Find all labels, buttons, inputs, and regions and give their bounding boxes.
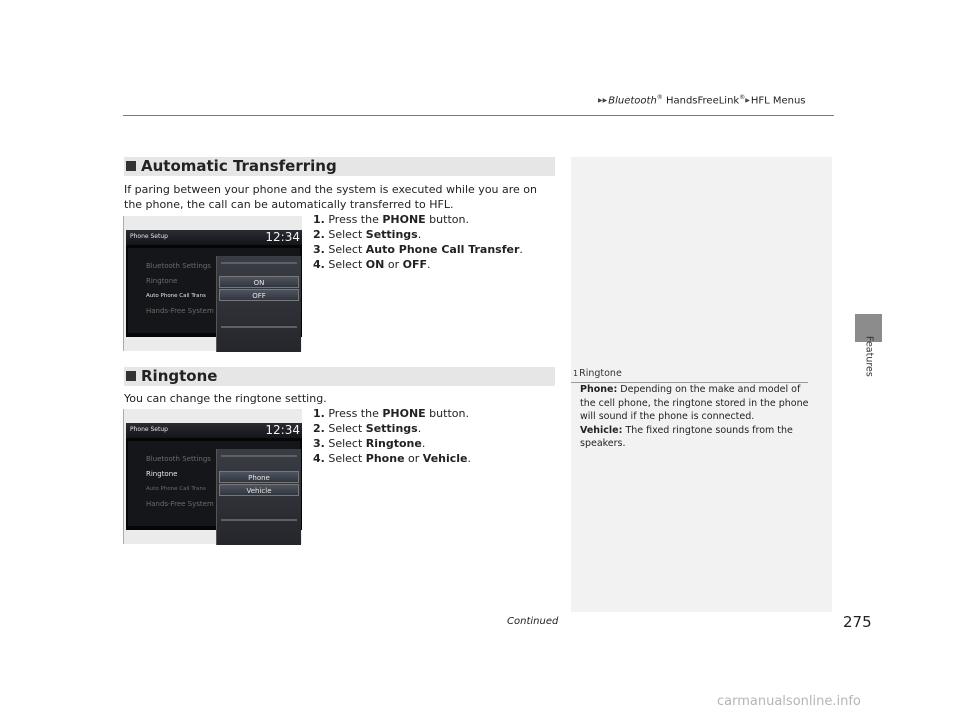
step-num: 4. xyxy=(313,452,325,465)
intro-text: If paring between your phone and the system is executed while you are on the phone, the call can be automatically transferred to HFL. xyxy=(124,183,537,211)
menu-item-bluetooth[interactable]: Bluetooth Settings xyxy=(146,455,211,463)
note-phone xyxy=(580,383,815,424)
option-panel xyxy=(216,256,301,352)
step-post: button. xyxy=(425,407,469,420)
square-bullet-icon xyxy=(126,161,136,171)
header-rule xyxy=(123,115,834,116)
intro-auto-transfer xyxy=(124,182,554,212)
step-num: 2. xyxy=(313,422,325,435)
watermark: carmanualsonline.info xyxy=(717,694,861,709)
panel-bar xyxy=(221,455,297,457)
step-pre: Select xyxy=(328,452,366,465)
step-bold: Ringtone xyxy=(365,437,422,450)
step-post: . xyxy=(467,452,472,465)
screen-menu-list xyxy=(128,248,300,333)
intro-text: You can change the ringtone setting. xyxy=(124,392,327,405)
step-post: . xyxy=(421,437,426,450)
step-num: 3. xyxy=(313,437,325,450)
step-num: 2. xyxy=(313,228,325,241)
note-vehicle xyxy=(580,424,815,451)
step-2 xyxy=(313,227,563,242)
step-post: button. xyxy=(425,213,469,226)
breadcrumb xyxy=(598,94,834,106)
screenshot-ringtone xyxy=(123,409,302,544)
breadcrumb-bluetooth: Bluetooth xyxy=(608,95,657,107)
option-off[interactable]: OFF xyxy=(219,289,299,301)
registered-mark: ® xyxy=(656,94,663,101)
intro-ringtone xyxy=(124,391,554,406)
step-post: . xyxy=(426,258,431,271)
option-on[interactable]: ON xyxy=(219,276,299,288)
step-num: 1. xyxy=(313,407,325,420)
step-4 xyxy=(313,257,563,272)
menu-item-hands-free[interactable]: Hands-Free System xyxy=(146,500,214,508)
note-body xyxy=(580,383,815,451)
step-post: . xyxy=(417,228,422,241)
section-header-ringtone xyxy=(124,367,555,386)
note-phone-label: Phone: xyxy=(580,384,618,395)
note-phone-text: Depending on the make and model of the cell phone, the ringtone stored in the phone will sound if the phone is connected. xyxy=(580,384,809,422)
step-mid: or xyxy=(404,452,423,465)
step-pre: Select xyxy=(328,243,366,256)
screen-clock: 12:34 xyxy=(265,230,300,244)
registered-mark-2: ® xyxy=(739,94,746,101)
step-pre: Select xyxy=(328,258,366,271)
side-section-label: Features xyxy=(863,336,875,377)
step-pre: Select xyxy=(328,228,366,241)
option-phone[interactable]: Phone xyxy=(219,471,299,483)
section-header-auto-transfer xyxy=(124,157,555,176)
screen-menu-list xyxy=(128,441,300,526)
continued-label: Continued xyxy=(507,616,559,627)
menu-item-auto-transfer[interactable]: Auto Phone Call Trans xyxy=(146,486,206,492)
step-num: 1. xyxy=(313,213,325,226)
panel-bar xyxy=(221,262,297,264)
arrow-icon: ▶ xyxy=(745,97,750,105)
step-num: 4. xyxy=(313,258,325,271)
screen-clock: 12:34 xyxy=(265,423,300,437)
step-mid: or xyxy=(384,258,403,271)
screenshot-auto-transfer xyxy=(123,216,302,351)
step-4 xyxy=(313,451,563,466)
steps-auto-transfer xyxy=(313,212,563,272)
display-screen xyxy=(126,230,302,337)
step-bold-2: Vehicle xyxy=(422,452,468,465)
step-pre: Select xyxy=(328,422,366,435)
step-post: . xyxy=(519,243,523,256)
menu-item-ringtone[interactable]: Ringtone xyxy=(146,277,178,285)
step-pre: Press the xyxy=(328,213,383,226)
step-bold: Settings xyxy=(365,422,418,435)
menu-item-ringtone[interactable]: Ringtone xyxy=(146,470,178,478)
note-vehicle-text: The fixed ringtone sounds from the speakers. xyxy=(580,424,793,449)
steps-ringtone xyxy=(313,406,563,466)
step-bold: ON xyxy=(365,258,385,271)
step-3 xyxy=(313,242,563,257)
double-arrow-icon: ▶▶ xyxy=(598,97,608,105)
step-bold: Auto Phone Call Transfer xyxy=(365,243,520,256)
square-bullet-icon xyxy=(126,371,136,381)
section-title: Automatic Transferring xyxy=(141,157,337,175)
step-num: 3. xyxy=(313,243,325,256)
menu-item-bluetooth[interactable]: Bluetooth Settings xyxy=(146,262,211,270)
step-pre: Press the xyxy=(328,407,383,420)
note-marker-icon: 1 xyxy=(573,369,579,378)
step-1 xyxy=(313,406,563,421)
step-bold: PHONE xyxy=(382,213,426,226)
menu-item-hands-free[interactable]: Hands-Free System xyxy=(146,307,214,315)
step-post: . xyxy=(417,422,422,435)
screen-title: Phone Setup xyxy=(130,233,168,240)
display-screen xyxy=(126,423,302,530)
step-bold-2: OFF xyxy=(402,258,427,271)
step-2 xyxy=(313,421,563,436)
page-number: 275 xyxy=(843,613,872,631)
panel-bar-bottom xyxy=(221,326,297,328)
step-bold: PHONE xyxy=(382,407,426,420)
step-bold: Phone xyxy=(365,452,405,465)
note-title: Ringtone xyxy=(579,368,622,379)
option-panel xyxy=(216,449,301,545)
note-vehicle-label: Vehicle: xyxy=(580,424,623,436)
breadcrumb-handsfreelink: HandsFreeLink xyxy=(662,95,740,107)
step-bold: Settings xyxy=(365,228,418,241)
screen-header xyxy=(126,230,302,245)
panel-bar-bottom xyxy=(221,519,297,521)
breadcrumb-hfl-menus: HFL Menus xyxy=(750,95,806,107)
menu-item-auto-transfer[interactable]: Auto Phone Call Trans xyxy=(146,293,206,299)
screen-header xyxy=(126,423,302,438)
step-pre: Select xyxy=(328,437,366,450)
section-title: Ringtone xyxy=(141,367,218,385)
step-1 xyxy=(313,212,563,227)
note-heading xyxy=(571,366,808,383)
step-3 xyxy=(313,436,563,451)
screen-title: Phone Setup xyxy=(130,426,168,433)
option-vehicle[interactable]: Vehicle xyxy=(219,484,299,496)
